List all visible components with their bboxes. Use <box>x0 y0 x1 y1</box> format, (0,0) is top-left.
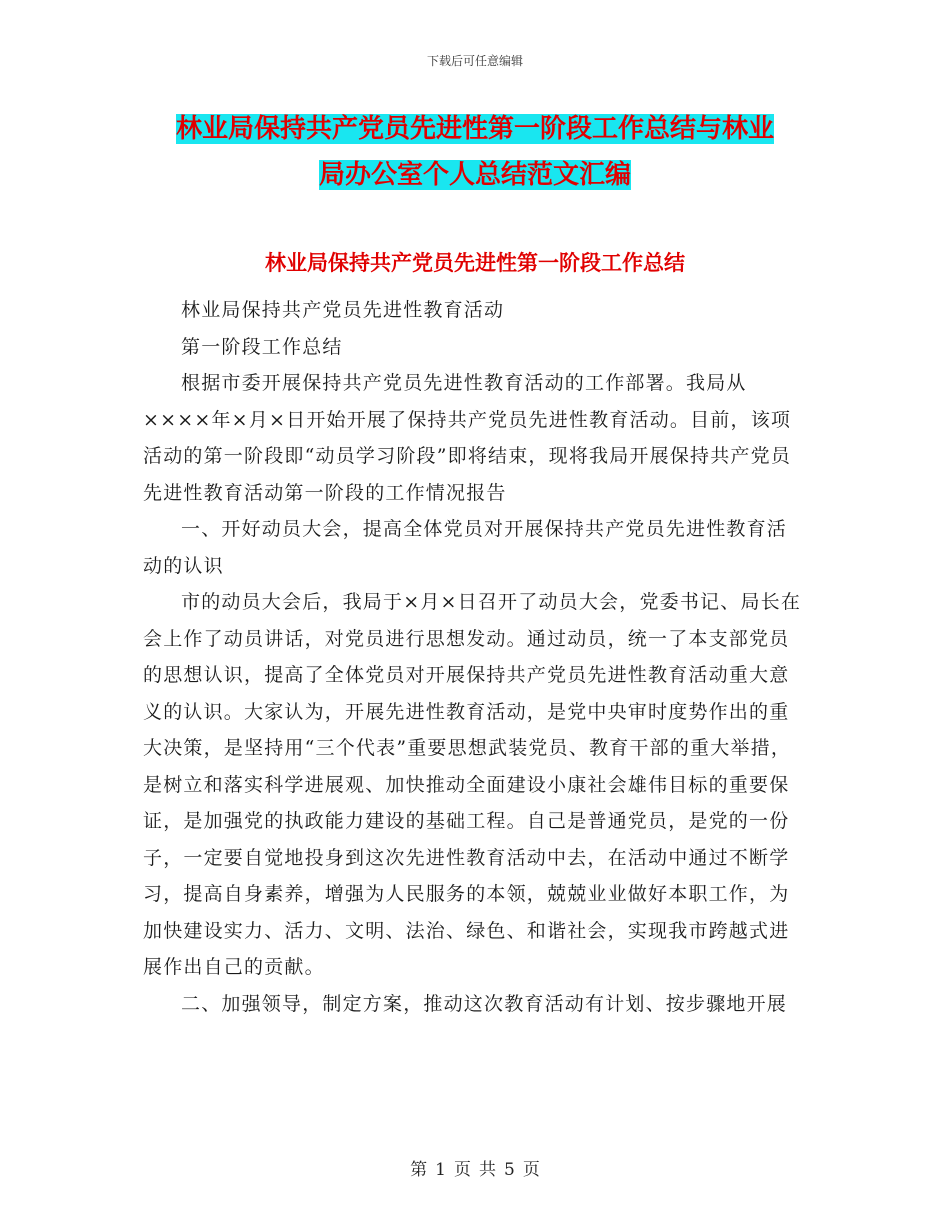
paragraph: 根据市委开展保持共产党员先进性教育活动的工作部署。我局从××××年×月×日开始开展了保持共产党员先进性教育活动。目前，该项活动的第一阶段即“动员学习阶段”即将结束，现将我局开展保持共产党员先进性教育活动第一阶段的工作情况报告 <box>143 372 792 504</box>
paragraph: 一、开好动员大会，提高全体党员对开展保持共产党员先进性教育活动的认识 <box>143 518 788 577</box>
page-total: 5 <box>504 1160 515 1180</box>
title-line-2: 局办公室个人总结范文汇编 <box>318 160 631 190</box>
paragraph: 市的动员大会后，我局于×月×日召开了动员大会，党委书记、局长在会上作了动员讲话，对党员进行思想发动。通过动员，统一了本支部党员的思想认识，提高了全体党员对开展保持共产党员先进性教育活动重大意义的认识。大家认为，开展先进性教育活动，是党中央审时度势作出的重大决策，是坚持用“三个代表”重要思想武装党员、教育干部的重大举措，是树立和落实科学进展观、加快推动全面建设小康社会雄伟目标的重要保证，是加强党的执政能力建设的基础工程。自己是普通党员，是党的一份子，一定要自觉地投身到这次先进性教育活动中去，在活动中通过不断学习，提高自身素养，增强为人民服务的本领，兢兢业业做好本职工作，为加快建设实力、活力、文明、法治、绿色、和谐社会，实现我市跨越式进展作出自己的贡献。 <box>143 591 802 978</box>
paragraph: 林业局保持共产党员先进性教育活动 <box>181 299 505 321</box>
page-footer <box>0 1155 950 1180</box>
page-current: 1 <box>435 1160 446 1180</box>
paragraph: 二、加强领导，制定方案，推动这次教育活动有计划、按步骤地开展 <box>181 992 788 1015</box>
footer-total-label: 共 <box>479 1160 496 1180</box>
section-title: 林业局保持共产党员先进性第一阶段工作总结 <box>265 251 685 275</box>
footer-prefix: 第 <box>410 1160 428 1180</box>
header-note: 下载后可任意编辑 <box>426 54 523 68</box>
footer-mid: 页 <box>454 1160 471 1180</box>
document-title <box>140 106 810 198</box>
paragraph: 第一阶段工作总结 <box>181 335 343 358</box>
footer-suffix: 页 <box>522 1160 540 1180</box>
document-body <box>143 292 807 1022</box>
title-line-1: 林业局保持共产党员先进性第一阶段工作总结与林业 <box>175 114 774 144</box>
